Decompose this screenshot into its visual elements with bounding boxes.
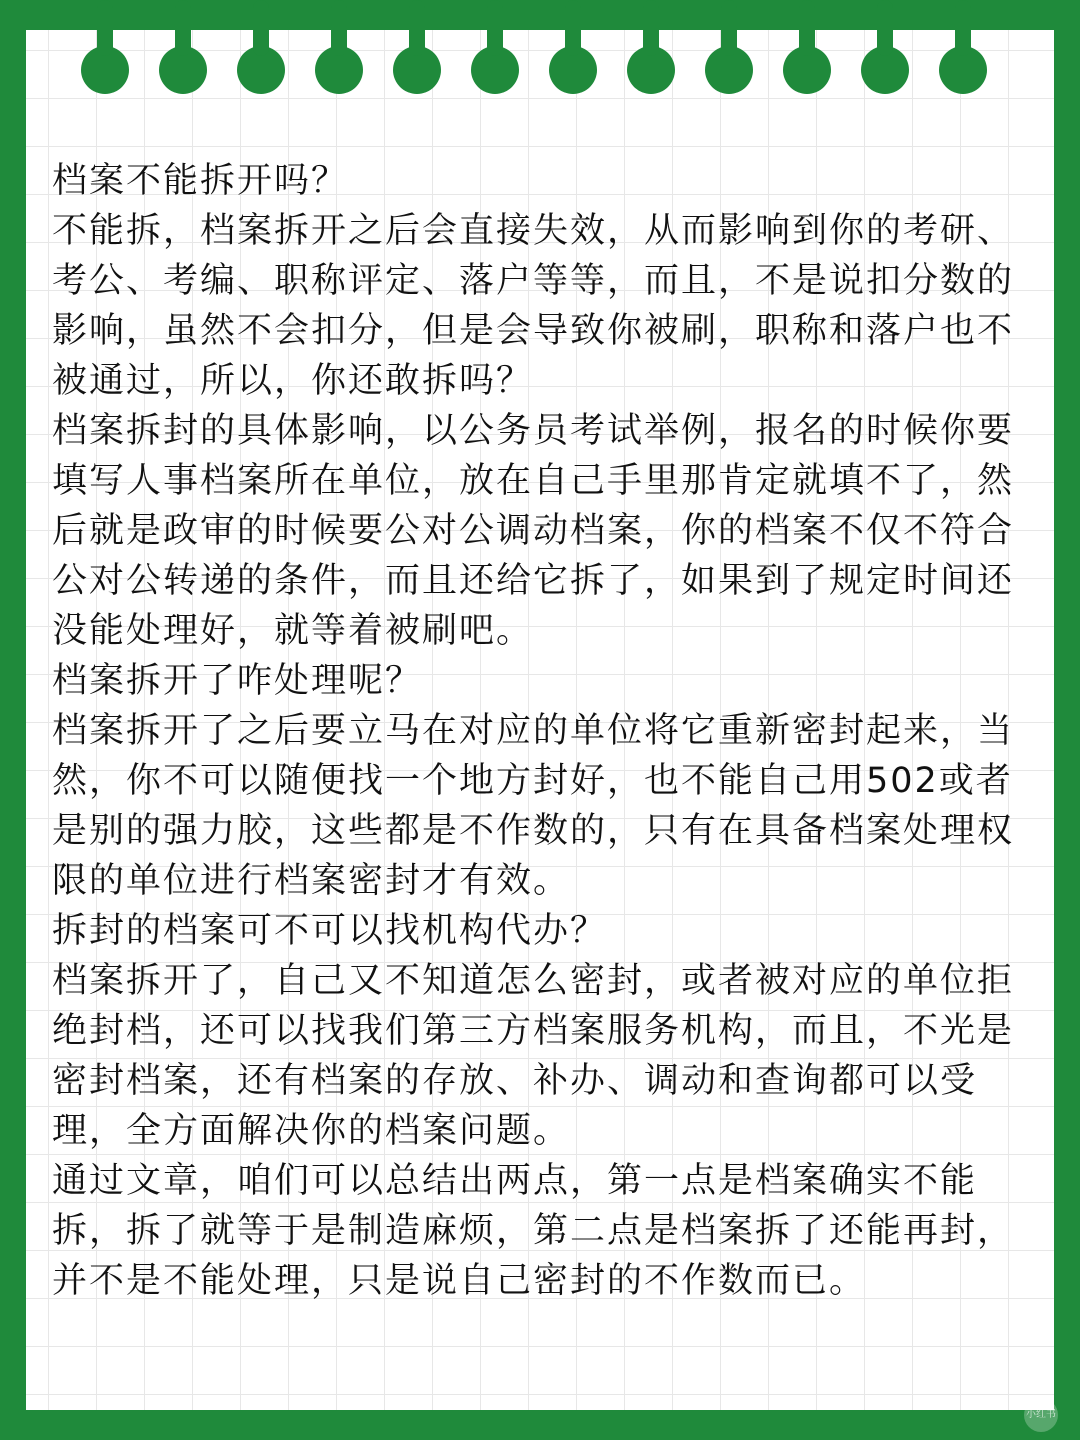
binder-ring-icon: [159, 46, 207, 94]
answer-paragraph-4: 档案拆开了，自己又不知道怎么密封，或者被对应的单位拒绝封档，还可以找我们第三方档案服务机构，而且，不光是密封档案，还有档案的存放、补办、调动和查询都可以受理，全方面解决你的档案问题。: [52, 961, 1015, 1151]
binder-ring-icon: [81, 46, 129, 94]
binder-ring-icon: [471, 46, 519, 94]
binder-ring-icon: [705, 46, 753, 94]
binder-ring-icon: [393, 46, 441, 94]
question-heading-2: 档案拆开了咋处理呢？: [52, 661, 423, 701]
question-heading-1: 档案不能拆开吗？: [52, 161, 349, 201]
binder-ring-icon: [237, 46, 285, 94]
binder-ring-icon: [861, 46, 909, 94]
binder-rings: [26, 0, 1054, 100]
article-body: [52, 156, 1032, 1306]
question-heading-3: 拆封的档案可不可以找机构代办？: [52, 911, 608, 951]
answer-paragraph-3: 档案拆开了之后要立马在对应的单位将它重新密封起来，当然，你不可以随便找一个地方封好，也不能自己用502或者是别的强力胶，这些都是不作数的，只有在具备档案处理权限的单位进行档案密封才有效。: [52, 711, 1015, 901]
binder-ring-icon: [627, 46, 675, 94]
answer-paragraph-2: 档案拆封的具体影响，以公务员考试举例，报名的时候你要填写人事档案所在单位，放在自己手里那肯定就填不了，然后就是政审的时候要公对公调动档案，你的档案不仅不符合公对公转递的条件，而且还给它拆了，如果到了规定时间还没能处理好，就等着被刷吧。: [52, 411, 1015, 651]
binder-ring-icon: [549, 46, 597, 94]
summary-paragraph: 通过文章，咱们可以总结出两点，第一点是档案确实不能拆，拆了就等于是制造麻烦，第二点是档案拆了还能再封，并不是不能处理，只是说自己密封的不作数而已。: [52, 1161, 1015, 1301]
watermark: 小红书: [1024, 1398, 1058, 1432]
binder-ring-icon: [315, 46, 363, 94]
binder-ring-icon: [783, 46, 831, 94]
binder-ring-icon: [939, 46, 987, 94]
answer-paragraph-1: 不能拆，档案拆开之后会直接失效，从而影响到你的考研、考公、考编、职称评定、落户等等，而且，不是说扣分数的影响，虽然不会扣分，但是会导致你被刷，职称和落户也不被通过，所以，你还敢拆吗？: [52, 211, 1015, 401]
